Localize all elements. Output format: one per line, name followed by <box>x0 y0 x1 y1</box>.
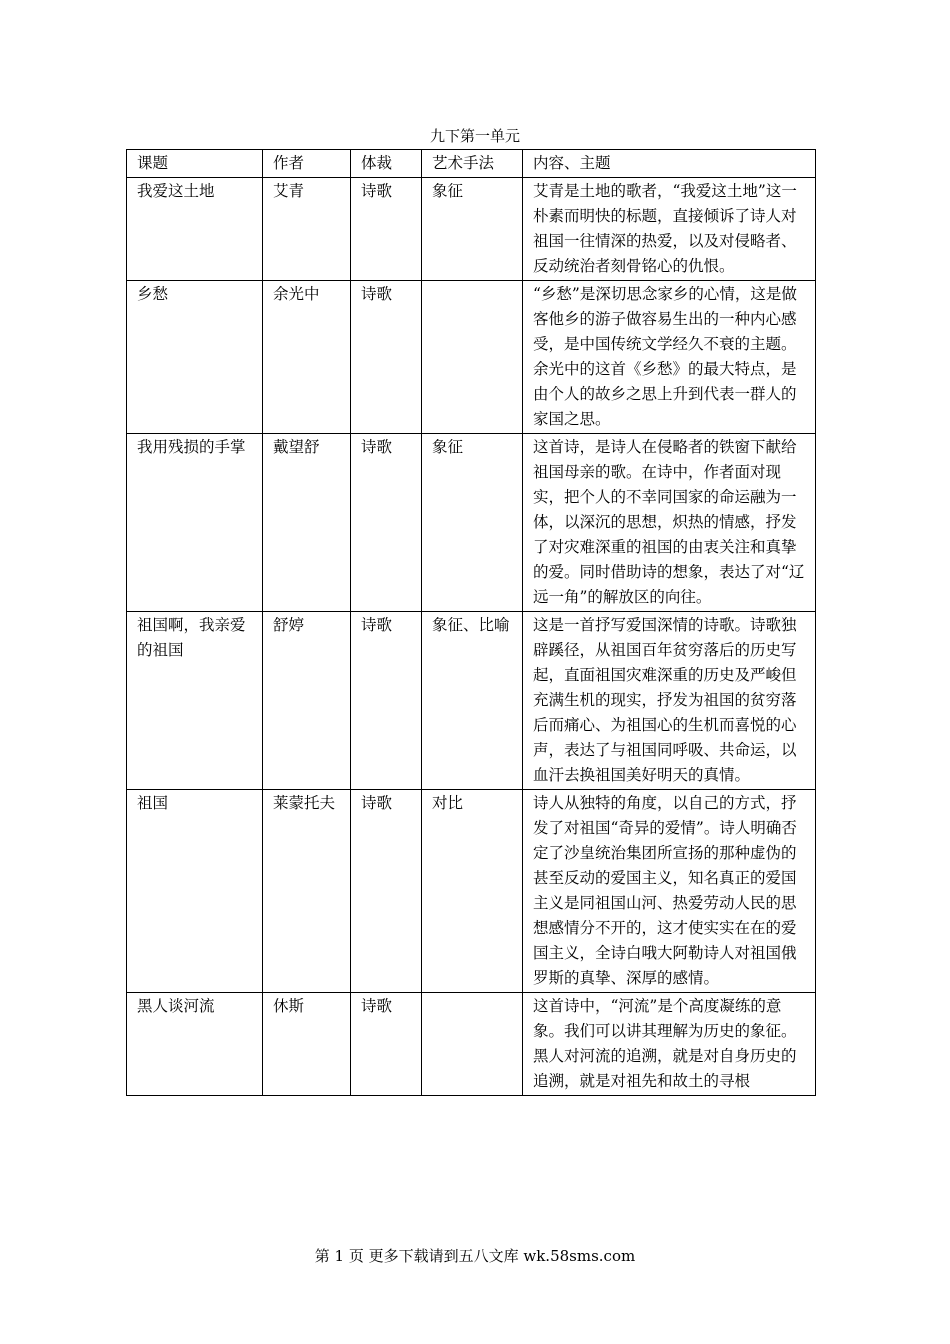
lesson-table <box>126 149 816 1096</box>
cell-technique: 象征、比喻 <box>422 612 523 790</box>
cell-topic: 祖国 <box>127 790 263 993</box>
table-row <box>127 790 816 993</box>
page-footer: 第 1 页 更多下载请到五八文库 wk.58sms.com <box>314 1247 636 1265</box>
cell-author: 舒婷 <box>263 612 351 790</box>
cell-author: 戴望舒 <box>263 434 351 612</box>
table-row <box>127 612 816 790</box>
cell-topic: 我用残损的手掌 <box>127 434 263 612</box>
cell-topic: 乡愁 <box>127 281 263 434</box>
cell-technique <box>422 993 523 1096</box>
header-technique: 艺术手法 <box>422 150 523 178</box>
cell-topic: 黑人谈河流 <box>127 993 263 1096</box>
table-header-row <box>127 150 816 178</box>
cell-genre: 诗歌 <box>351 612 422 790</box>
table-row <box>127 993 816 1096</box>
cell-content: 这首诗中，“河流”是个高度凝练的意象。我们可以讲其理解为历史的象征。黑人对河流的追溯，就是对自身历史的追溯，就是对祖先和故土的寻根 <box>523 993 816 1096</box>
cell-author: 艾青 <box>263 178 351 281</box>
cell-content: 艾青是土地的歌者，“我爱这土地”这一朴素而明快的标题，直接倾诉了诗人对祖国一往情深的热爱，以及对侵略者、反动统治者刻骨铭心的仇恨。 <box>523 178 816 281</box>
cell-genre: 诗歌 <box>351 790 422 993</box>
cell-genre: 诗歌 <box>351 178 422 281</box>
cell-author: 余光中 <box>263 281 351 434</box>
cell-content: 这首诗，是诗人在侵略者的铁窗下献给祖国母亲的歌。在诗中，作者面对现实，把个人的不幸同国家的命运融为一体，以深沉的思想，炽热的情感，抒发了对灾难深重的祖国的由衷关注和真挚的爱。同时借助诗的想象，表达了对“辽远一角”的解放区的向往。 <box>523 434 816 612</box>
header-content: 内容、主题 <box>523 150 816 178</box>
table-row <box>127 434 816 612</box>
cell-technique: 象征 <box>422 178 523 281</box>
cell-topic: 我爱这土地 <box>127 178 263 281</box>
header-genre: 体裁 <box>351 150 422 178</box>
header-author: 作者 <box>263 150 351 178</box>
cell-topic: 祖国啊，我亲爱的祖国 <box>127 612 263 790</box>
cell-genre: 诗歌 <box>351 993 422 1096</box>
document-title: 九下第一单元 <box>429 127 520 145</box>
cell-content: 诗人从独特的角度，以自己的方式，抒发了对祖国“奇异的爱情”。诗人明确否定了沙皇统治集团所宣扬的那种虚伪的甚至反动的爱国主义，知名真正的爱国主义是同祖国山河、热爱劳动人民的思想感情分不开的，这才使实实在在的爱国主义，全诗白哦大阿勒诗人对祖国俄罗斯的真挚、深厚的感情。 <box>523 790 816 993</box>
cell-technique: 对比 <box>422 790 523 993</box>
table-row <box>127 281 816 434</box>
cell-content: “乡愁”是深切思念家乡的心情，这是做客他乡的游子做容易生出的一种内心感受，是中国传统文学经久不衰的主题。余光中的这首《乡愁》的最大特点，是由个人的故乡之思上升到代表一群人的家国之思。 <box>523 281 816 434</box>
cell-genre: 诗歌 <box>351 281 422 434</box>
header-topic: 课题 <box>127 150 263 178</box>
cell-author: 休斯 <box>263 993 351 1096</box>
table-row <box>127 178 816 281</box>
cell-content: 这是一首抒写爱国深情的诗歌。诗歌独辟蹊径，从祖国百年贫穷落后的历史写起，直面祖国灾难深重的历史及严峻但充满生机的现实，抒发为祖国的贫穷落后而痛心、为祖国心的生机而喜悦的心声，表达了与祖国同呼吸、共命运，以血汗去换祖国美好明天的真情。 <box>523 612 816 790</box>
cell-technique: 象征 <box>422 434 523 612</box>
cell-author: 莱蒙托夫 <box>263 790 351 993</box>
cell-technique <box>422 281 523 434</box>
cell-genre: 诗歌 <box>351 434 422 612</box>
